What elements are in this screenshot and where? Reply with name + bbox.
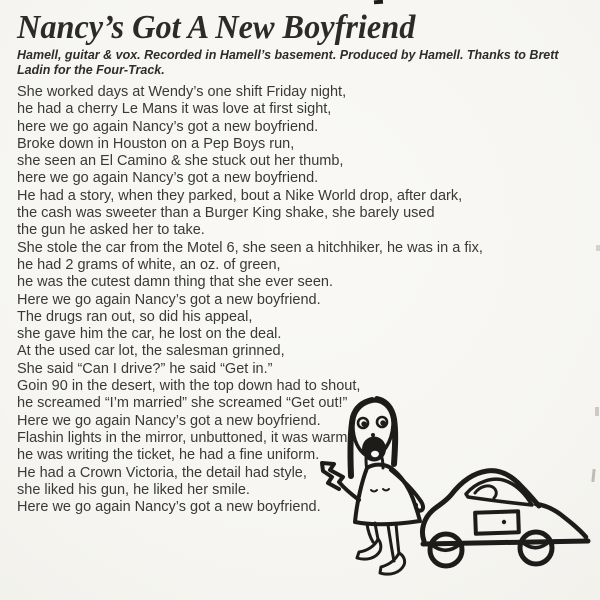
lyric-line: At the used car lot, the salesman grinned, (17, 343, 285, 360)
lyric-line: here we go again Nancy’s got a new boyfriend. (17, 170, 319, 187)
woman-tooth-highlight (371, 451, 379, 457)
lyric-line: Flashin lights in the mirror, unbuttoned, it was warm, (17, 429, 352, 446)
lyric-line: Here we go again Nancy’s got a new boyfriend. (17, 412, 321, 429)
lyric-line: she liked his gun, he liked her smile. (17, 481, 250, 498)
lyric-line: Here we go again Nancy’s got a new boyfriend. (17, 499, 321, 516)
woman-open-mouth (362, 437, 386, 462)
lyric-line: He had a story, when they parked, bout a Nike World drop, after dark, (17, 187, 463, 204)
lyric-line: the gun he asked her to take. (17, 222, 205, 239)
woman-eye-pupil (380, 420, 385, 425)
scan-artifact-mark (596, 245, 600, 251)
car-door-handle-dot (502, 520, 506, 524)
lyric-line: she seen an El Camino & she stuck out her thumb, (17, 153, 344, 170)
lyric-line: he was the cutest damn thing that she ever seen. (17, 274, 333, 291)
woman-eye-pupil (361, 421, 366, 426)
lyric-line: he was writing the ticket, he had a fine uniform. (17, 447, 320, 464)
woman-figure-drawing (322, 399, 423, 574)
lyric-line: Broke down in Houston on a Pep Boys run, (17, 135, 295, 152)
credits-block (17, 48, 559, 77)
credits-line: Ladin for the Four-Track. (17, 62, 165, 77)
woman-nose-dot (371, 433, 375, 437)
lyric-line: he had a cherry Le Mans it was love at first sight, (17, 101, 332, 118)
scan-artifact-mark (595, 407, 599, 416)
scan-artifact-mark (374, 0, 383, 4)
lyric-line: the cash was sweeter than a Burger King shake, she barely used (17, 205, 435, 222)
lyric-line: here we go again Nancy’s got a new boyfriend. (17, 118, 319, 135)
lyric-line: she gave him the car, he lost on the deal. (17, 326, 282, 343)
lyric-line: He had a Crown Victoria, the detail had style, (17, 464, 307, 481)
lyric-line: She said “Can I drive?” he said “Get in.” (17, 360, 273, 377)
lyric-line: he screamed “I’m married” she screamed “Get out!” (17, 395, 348, 412)
lyric-line: Here we go again Nancy’s got a new boyfriend. (17, 291, 321, 308)
lyric-line: Goin 90 in the desert, with the top down had to shout, (17, 378, 361, 395)
illustration-woman-and-car (320, 393, 600, 600)
lyric-line: She worked days at Wendy’s one shift Friday night, (17, 84, 347, 100)
page-title: Nancy’s Got A New Boyfriend (17, 9, 416, 46)
lyric-line: She stole the car from the Motel 6, she seen a hitchhiker, he was in a fix, (17, 239, 483, 256)
lyric-line: he had 2 grams of white, an oz. of green, (17, 256, 281, 273)
lyric-line: The drugs ran out, so did his appeal, (17, 308, 253, 325)
car-drawing (422, 471, 588, 566)
credits-line: Hamell, guitar & vox. Recorded in Hamell’s basement. Produced by Hamell. Thanks to Brett (17, 48, 559, 62)
